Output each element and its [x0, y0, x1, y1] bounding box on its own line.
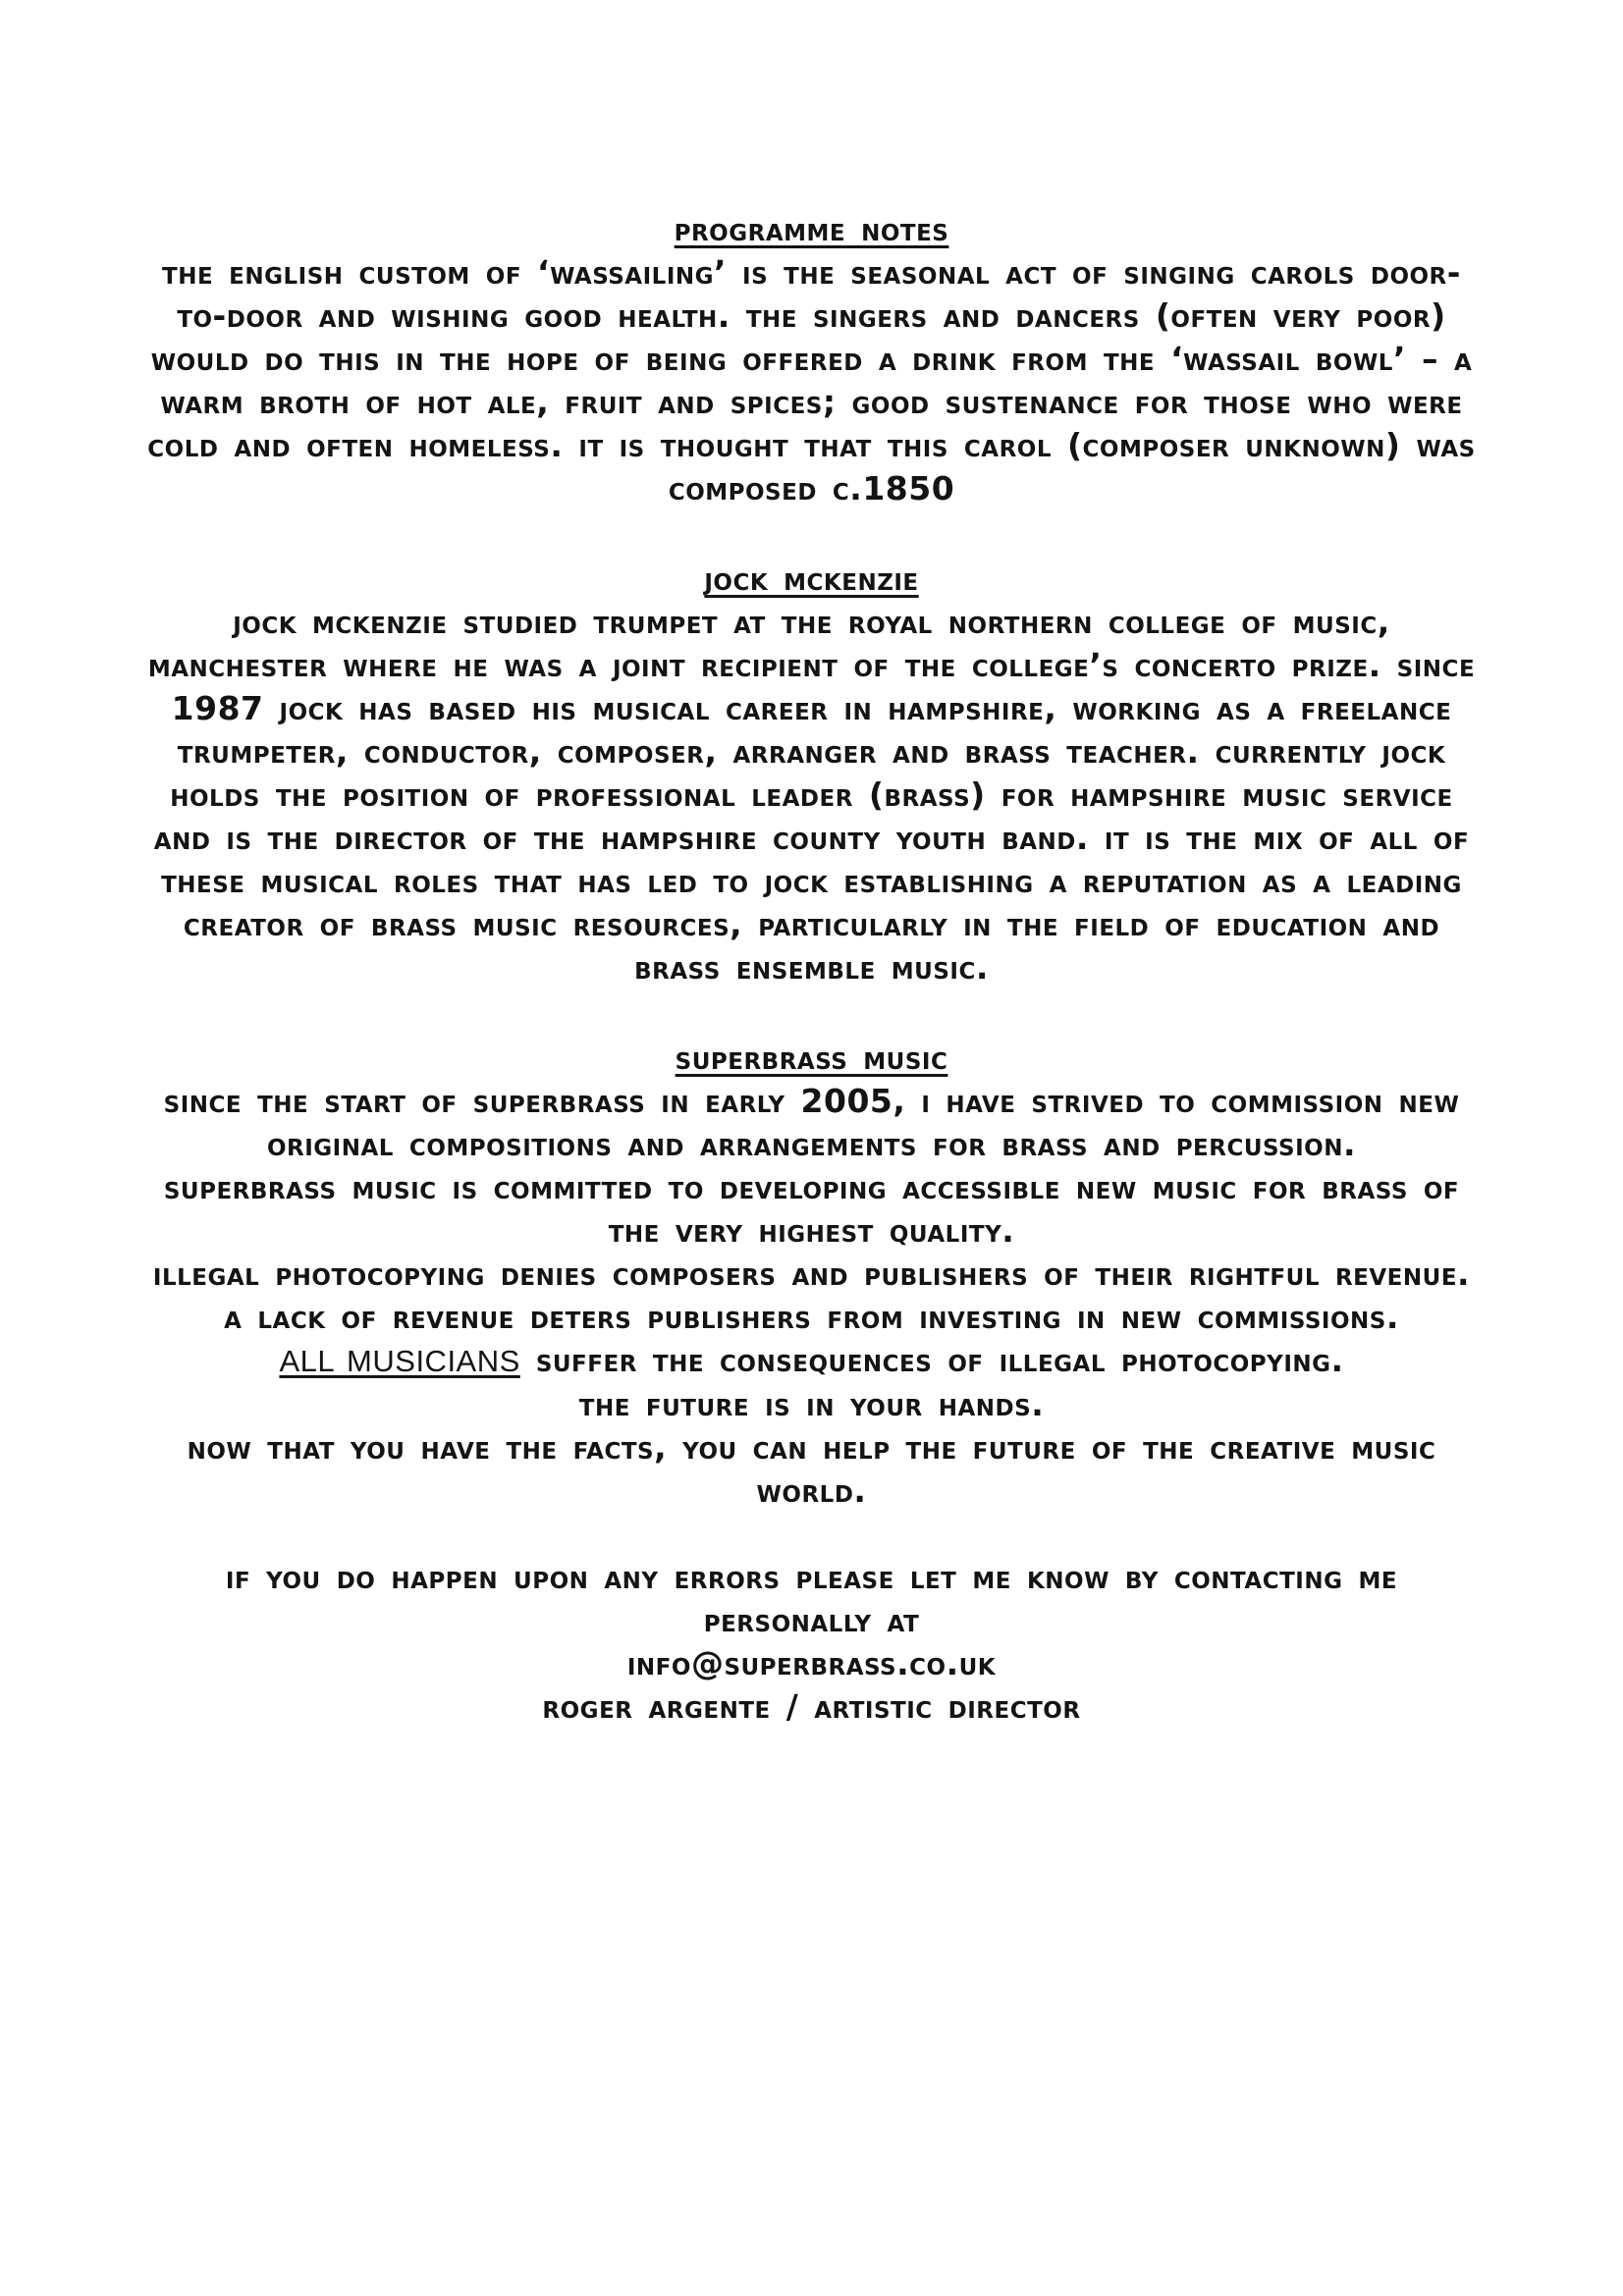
all-musicians-emphasis: ALL MUSICIANS [279, 1344, 520, 1378]
superbrass-title: superbrass music [675, 1039, 948, 1077]
superbrass-illegal: illegal photocopying denies composers and publishers of their rightful revenue. [152, 1255, 1471, 1293]
superbrass-suffer: suffer the consequences of illegal photocopying. [535, 1341, 1344, 1379]
superbrass-suffer-line [147, 1339, 1476, 1383]
composer-bio-title: jock mckenzie [704, 560, 919, 598]
contact-section [147, 1556, 1476, 1729]
composer-bio-section [147, 558, 1476, 989]
superbrass-commitment: superbrass music is committed to developing accessible new music for brass of the very highest quality. [163, 1168, 1460, 1250]
contact-signature: roger argente / artistic director [542, 1687, 1081, 1726]
superbrass-facts: now that you have the facts, you can help the future of the creative music world. [187, 1428, 1436, 1510]
superbrass-lack: a lack of revenue deters publishers from investing in new commissions. [224, 1298, 1399, 1336]
section-spacer [147, 510, 1476, 558]
composer-bio-text: jock mckenzie studied trumpet at the royal northern college of music, manchester where he was a joint recipient of the college’s concerto prize. since 1987 jock has based his musical career in hampshire, working as a freelance trumpeter, conductor, composer, arranger and brass teacher. currently jock holds the position of professional leader (brass) for hampshire music service and is the director of the hampshire county youth band. it is the mix of all of these musical roles that has led to jock establishing a reputation as a leading creator of brass music resources, particularly in the field of education and brass ensemble music. [147, 603, 1476, 987]
superbrass-section [147, 1037, 1476, 1513]
programme-notes-section [147, 208, 1476, 510]
section-spacer [147, 1513, 1476, 1556]
section-spacer [147, 989, 1476, 1037]
superbrass-future: the future is in your hands. [578, 1385, 1045, 1423]
programme-notes-text: the english custom of ‘wassailing’ is the seasonal act of singing carols door-to-door and wishing good health. the singers and dancers (often very poor) would do this in the hope of being offered a drink from the ‘wassail bowl’ – a warm broth of hot ale, fruit and spices; good sustenance for those who were cold and often homeless. it is thought that this carol (composer unknown) was composed c.1850 [147, 253, 1476, 507]
contact-errors: if you do happen upon any errors please let me know by contacting me personally at [225, 1558, 1398, 1639]
contact-email: info@superbrass.co.uk [626, 1644, 997, 1682]
superbrass-intro: since the start of superbrass in early 2005, i have strived to commission new original compositions and arrangements for brass and percussion. [163, 1082, 1460, 1163]
programme-notes-title: programme notes [674, 210, 949, 248]
document-page [147, 208, 1476, 1729]
